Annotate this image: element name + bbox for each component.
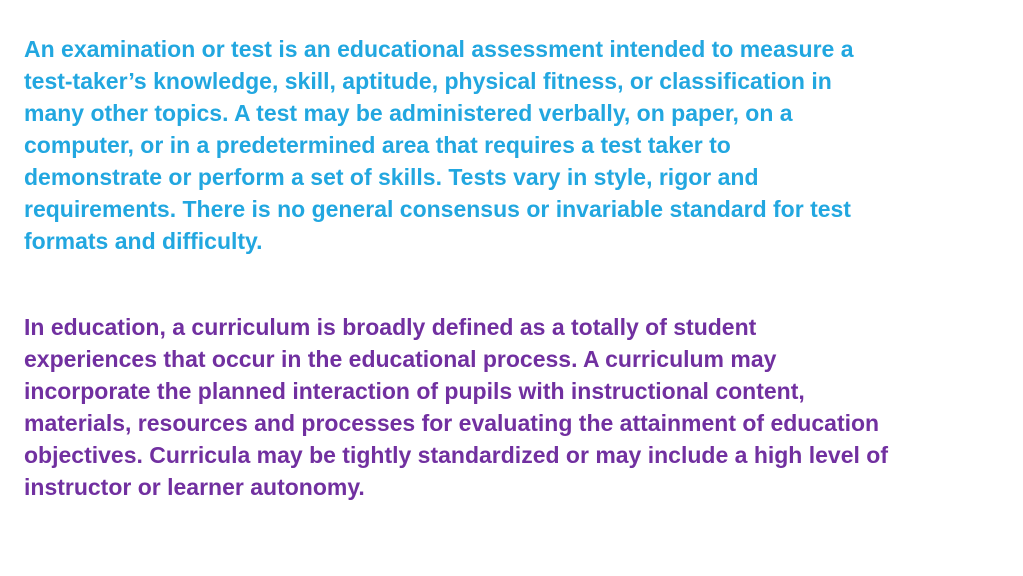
paragraph-examination: An examination or test is an educational assessment intended to measure a test-taker’s knowledge, skill, aptitude, physical fitness, or classification in many other topics. A test may be administered verbally, on paper, on a computer, or in a predetermined area that requires a test taker to demonstrate or perform a set of skills. Tests vary in style, rigor and requirements. There is no general consensus or invariable standard for test formats and difficulty. bbox=[24, 36, 854, 254]
paragraph-curriculum: In education, a curriculum is broadly defined as a totally of student experiences that occur in the educational process. A curriculum may incorporate the planned interaction of pupils with instructional content, materials, resources and processes for evaluating the attainment of education objectives. Curricula may be tightly standardized or may include a high level of instructor or learner autonomy. bbox=[24, 314, 889, 500]
